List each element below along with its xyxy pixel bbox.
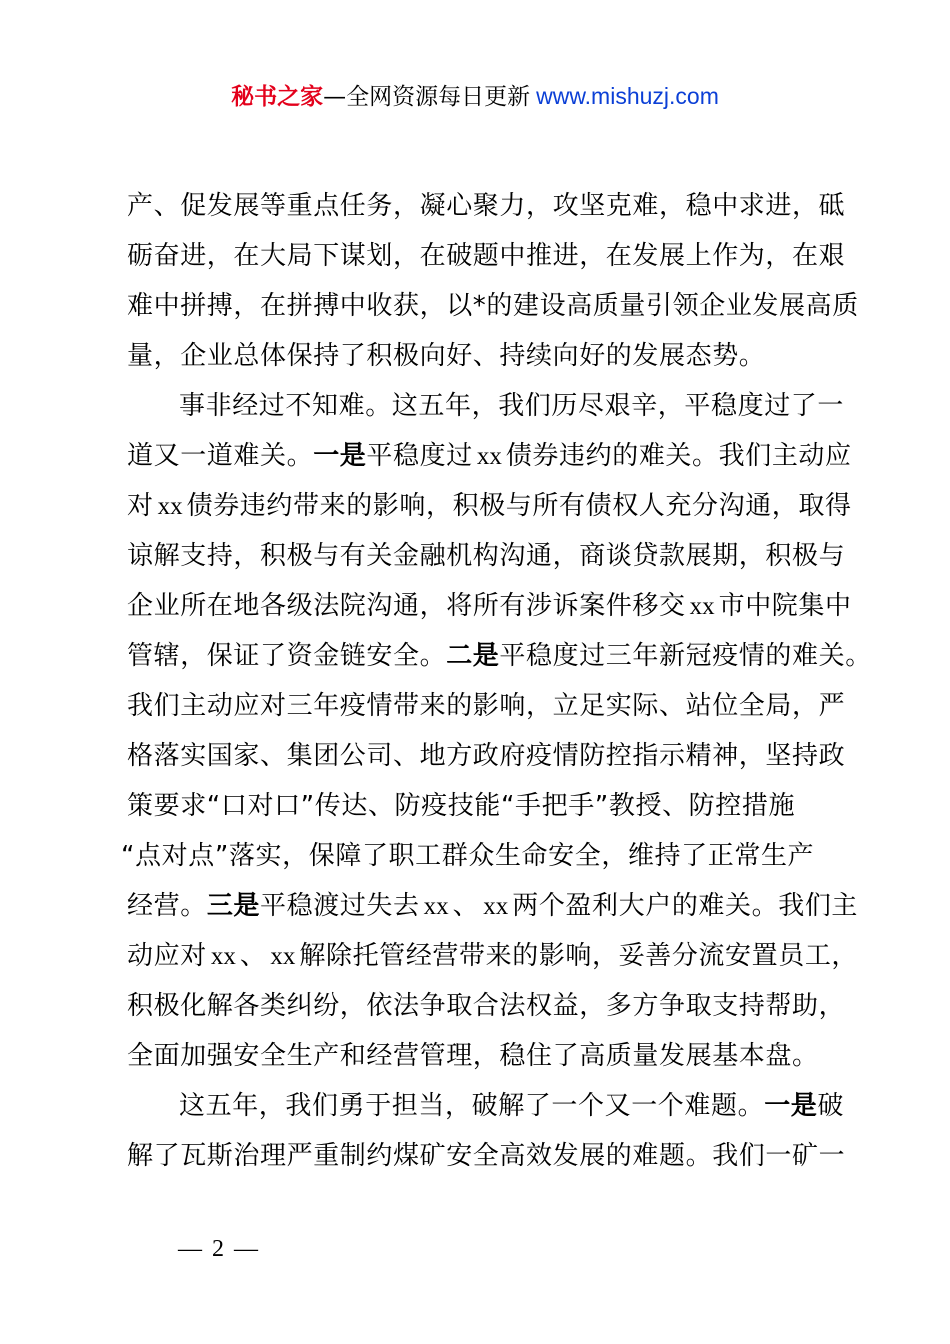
text-segment: 砺奋进，在大局下谋划，在破题中推进，在发展上作为，在艰 [127,241,846,271]
header-dash: — [323,84,347,110]
text-segment: 管辖，保证了资金链安全。 [127,641,447,671]
text-line [127,881,859,931]
placeholder-text: xx [157,493,183,520]
text-segment: 策要求“口对口”传达、防疫技能“手把手”教授、防控措施 [127,791,796,821]
text-segment: 平稳度过 [366,441,473,471]
text-segment: 债券违约带来的影响，积极与所有债权人充分沟通，取得 [186,491,852,521]
text-line [127,1081,847,1131]
text-line [127,731,847,781]
brand-name: 秘书之家 [231,84,324,110]
text-segment: 事非经过不知难。这五年，我们历尽艰辛，平稳度过了一 [179,391,845,421]
bold-marker: 一是 [764,1091,818,1121]
text-line [127,231,847,281]
text-line [121,831,847,881]
text-line [127,381,847,431]
text-segment: 积极化解各类纠纷，依法争取合法权益，多方争取支持帮助， [127,991,846,1021]
text-segment: 平稳渡过失去 [260,891,420,921]
text-segment: 对 [127,491,154,521]
text-line [127,431,852,481]
placeholder-text: xx [483,893,509,920]
text-segment: 我们主动应对三年疫情带来的影响，立足实际、站位全局，严 [127,691,846,721]
placeholder-text: xx [270,943,296,970]
text-line [127,631,872,681]
text-line [127,331,847,381]
text-segment: 这五年，我们勇于担当，破解了一个又一个难题。 [179,1091,765,1121]
document-body [121,181,872,1181]
text-line [127,781,847,831]
text-segment: 企业所在地各级法院沟通，将所有涉诉案件移交 [127,591,686,621]
text-segment: 谅解支持，积极与有关金融机构沟通，商谈贷款展期，积极与 [127,541,846,571]
text-line [127,681,847,731]
text-segment: 动应对 [127,941,207,971]
text-segment: 两个盈利大户的难关。我们主 [512,891,859,921]
text-segment: 全面加强安全生产和经营管理，稳住了高质量发展基本盘。 [127,1041,819,1071]
text-segment: 解除托管经营带来的影响，妥善分流安置员工， [299,941,859,971]
site-header [0,80,950,113]
bold-marker: 二是 [446,641,500,671]
text-segment: 道又一道难关。 [127,441,314,471]
text-segment: 解了瓦斯治理严重制约煤矿安全高效发展的难题。我们一矿一 [127,1141,846,1171]
text-line [127,931,859,981]
placeholder-text: xx [210,943,236,970]
bold-marker: 一是 [313,441,367,471]
text-segment: 破 [817,1091,845,1121]
text-line [127,981,847,1031]
text-segment: 、 [239,941,267,971]
text-segment: 经营。 [127,891,207,921]
text-line [127,481,852,531]
text-segment: 量，企业总体保持了积极向好、持续向好的发展态势。 [127,341,766,371]
text-segment: 格落实国家、集团公司、地方政府疫情防控指示精神，坚持政 [127,741,846,771]
placeholder-text: xx [423,893,449,920]
header-slogan: 全网资源每日更新 [346,84,531,110]
text-line [127,531,847,581]
site-url-link[interactable]: www.mishuzj.com [536,83,719,109]
text-line [127,281,859,331]
text-line [127,581,852,631]
text-segment: 平稳度过三年新冠疫情的难关。 [499,641,872,671]
text-segment: 难中拼搏，在拼搏中收获，以*的建设高质量引领企业发展高质 [127,291,859,321]
text-line [127,1131,847,1181]
text-segment: 、 [452,891,480,921]
text-segment: 市中院集中 [718,591,852,621]
placeholder-text: xx [689,593,715,620]
page-number: — 2 — [178,1236,260,1262]
bold-marker: 三是 [206,891,261,921]
text-segment: 债券违约的难关。我们主动应 [505,441,852,471]
text-segment: “点对点”落实，保障了职工群众生命安全，维持了正常生产 [121,841,815,871]
text-segment: 产、促发展等重点任务，凝心聚力，攻坚克难，稳中求进，砥 [127,191,846,221]
placeholder-text: xx [476,443,502,470]
text-line [127,1031,847,1081]
text-line [127,181,847,231]
